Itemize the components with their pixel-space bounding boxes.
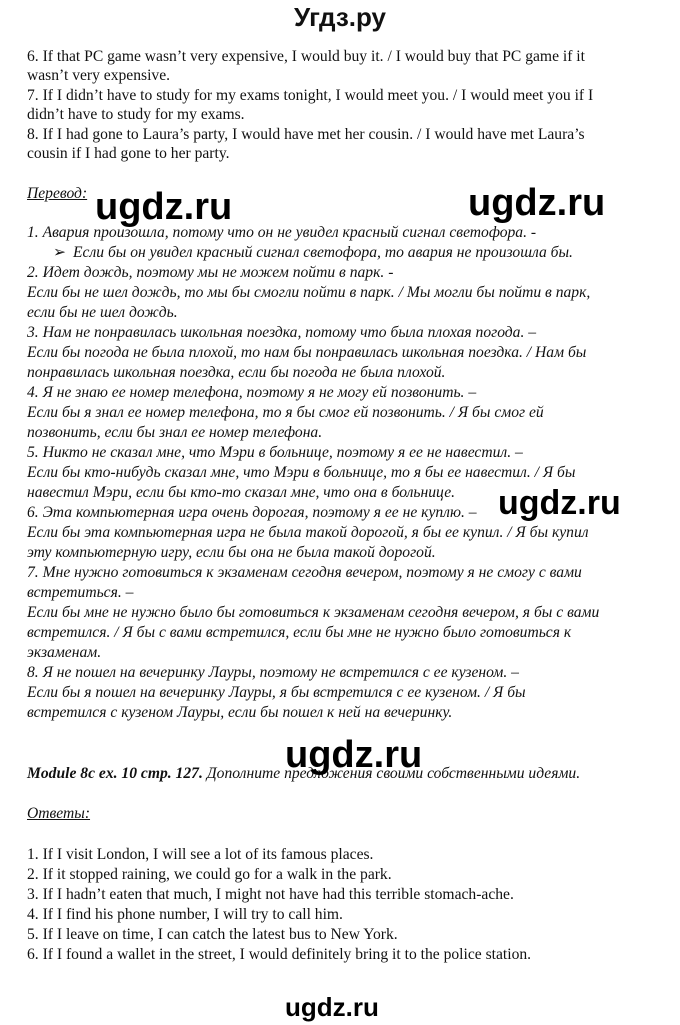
translation-line: Если бы не шел дождь, то мы бы смогли пойти в парк. / Мы могли бы пойти в парк, xyxy=(27,284,591,301)
answer-line: 2. If it stopped raining, we could go for a walk in the park. xyxy=(27,866,392,883)
arrow-bullet-icon: ➢ xyxy=(53,244,67,261)
answer-line: 3. If I hadn’t eaten that much, I might not have had this terrible stomach-ache. xyxy=(27,886,514,903)
translation-line: навестил Мэри, если бы кто-то сказал мне, что она в больнице. xyxy=(27,484,456,501)
watermark: ugdz.ru xyxy=(95,186,233,228)
module-instruction: Дополните предложения своими собственными идеями. xyxy=(202,765,581,782)
answer-line: 5. If I leave on time, I can catch the latest bus to New York. xyxy=(27,926,398,943)
watermark: ugdz.ru xyxy=(468,182,606,224)
translation-line: Если бы я пошел на вечеринку Лауры, я бы встретился с ее кузеном. / Я бы xyxy=(27,684,526,701)
english-answer-line: wasn’t very expensive. xyxy=(27,67,171,84)
watermark: ugdz.ru xyxy=(285,734,423,776)
translation-line: понравилась школьная поездка, если бы погода не была плохой. xyxy=(27,364,446,381)
translation-line: экзаменам. xyxy=(27,644,102,661)
translation-line: встретиться. – xyxy=(27,584,134,601)
translation-heading: Перевод: xyxy=(27,185,88,202)
translation-bullet-line xyxy=(53,243,573,262)
module-reference: Module 8c ex. 10 стр. 127. xyxy=(27,765,203,782)
answer-line: 6. If I found a wallet in the street, I would definitely bring it to the police station. xyxy=(27,946,532,963)
translation-line: 5. Никто не сказал мне, что Мэри в больнице, поэтому я ее не навестил. – xyxy=(27,444,523,461)
translation-line: 6. Эта компьютерная игра очень дорогая, поэтому я ее не куплю. – xyxy=(27,504,477,521)
site-title: Угдз.ру xyxy=(294,2,386,32)
answer-line: 4. If I find his phone number, I will try to call him. xyxy=(27,906,343,923)
english-answer-line: 7. If I didn’t have to study for my exams tonight, I would meet you. / I would meet you if I xyxy=(27,87,594,104)
translation-line: 7. Мне нужно готовиться к экзаменам сегодня вечером, поэтому я не смогу с вами xyxy=(27,564,582,581)
watermark: ugdz.ru xyxy=(285,992,379,1022)
english-answer-line: didn’t have to study for my exams. xyxy=(27,106,245,123)
translation-line: Если бы я знал ее номер телефона, то я бы смог ей позвонить. / Я бы смог ей xyxy=(27,404,544,421)
translation-line: 4. Я не знаю ее номер телефона, поэтому я не могу ей позвонить. – xyxy=(27,384,477,401)
translation-line: Если бы погода не была плохой, то нам бы понравилась школьная поездка. / Нам бы xyxy=(27,344,587,361)
watermark: ugdz.ru xyxy=(498,484,621,522)
translation-line: Если бы кто-нибудь сказал мне, что Мэри в больнице, то я бы ее навестил. / Я бы xyxy=(27,464,576,481)
english-answer-line: cousin if I had gone to her party. xyxy=(27,145,230,162)
english-answer-line: 6. If that PC game wasn’t very expensive, I would buy it. / I would buy that PC game if it xyxy=(27,48,585,65)
translation-line: 3. Нам не понравилась школьная поездка, потому что была плохая погода. – xyxy=(27,324,537,341)
translation-line: 1. Авария произошла, потому что он не увидел красный сигнал светофора. - xyxy=(27,224,537,241)
answers-heading: Ответы: xyxy=(27,805,91,822)
translation-line: Если бы эта компьютерная игра не была такой дорогой, я бы ее купил. / Я бы купил xyxy=(27,524,589,541)
translation-line: 2. Идет дождь, поэтому мы не можем пойти в парк. - xyxy=(27,264,394,281)
answer-line: 1. If I visit London, I will see a lot of its famous places. xyxy=(27,846,374,863)
translation-line: эту компьютерную игру, если бы она не была такой дорогой. xyxy=(27,544,436,561)
translation-line: встретился с кузеном Лауры, если бы пошел к ней на вечеринку. xyxy=(27,704,453,721)
translation-line-text: Если бы он увидел красный сигнал светофора, то авария не произошла бы. xyxy=(73,244,573,261)
translation-line: позвонить, если бы знал ее номер телефона. xyxy=(27,424,323,441)
translation-line: Если бы мне не нужно было бы готовиться к экзаменам сегодня вечером, я бы с вами xyxy=(27,604,600,621)
translation-line: если бы не шел дождь. xyxy=(27,304,178,321)
translation-line: встретился. / Я бы с вами встретился, если бы мне не нужно было готовиться к xyxy=(27,624,572,641)
translation-line: 8. Я не пошел на вечеринку Лауры, поэтому не встретился с ее кузеном. – xyxy=(27,664,519,681)
english-answer-line: 8. If I had gone to Laura’s party, I would have met her cousin. / I would have met Laura’s xyxy=(27,126,585,143)
